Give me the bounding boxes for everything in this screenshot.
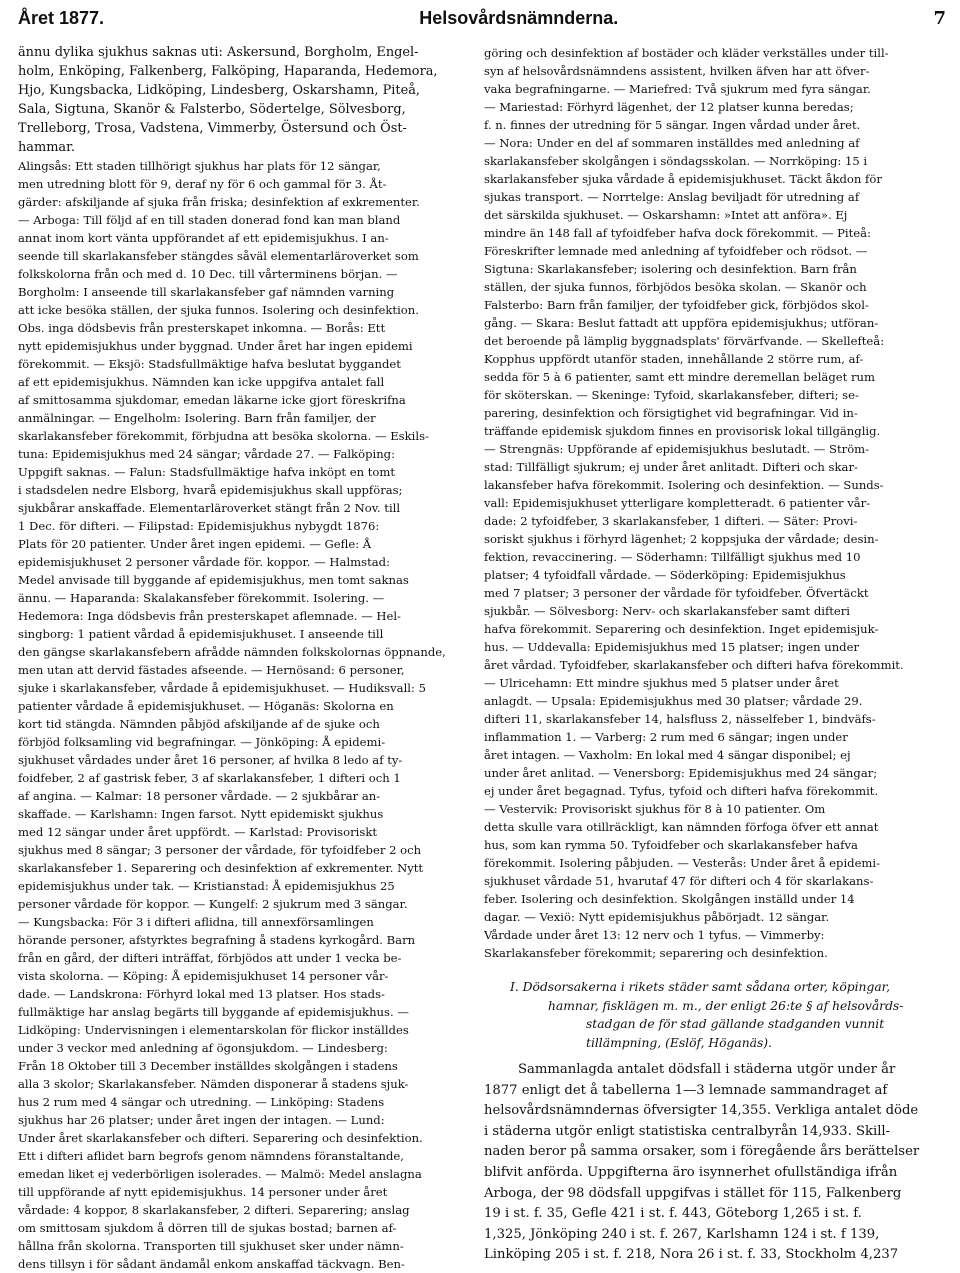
text-line: i städerna utgör enligt statistiska centralbyrån 14,933. Skill-	[484, 1123, 891, 1139]
text-line: dagar. — Vexiö: Nytt epidemisjukhus påbörjadt. 12 sängar.	[484, 910, 830, 924]
text-line: vall: Epidemisjukhuset ytterligare kompletteradt. 6 patienter vår-	[484, 496, 871, 510]
text-line: epidemisjukhuset 2 personer vårdade för. koppor. — Halmstad:	[18, 555, 391, 570]
text-line: ännu. — Haparanda: Skalakansfeber förekommit. Isolering. —	[18, 591, 385, 606]
left-body	[18, 157, 480, 1273]
text-line: sjukas transport. — Norrtelge: Anslag beviljadt för utredning af	[484, 190, 860, 204]
text-line: Lidköping: Undervisningen i elementarskolan för flickor inställdes	[18, 1023, 409, 1038]
text-line: epidemisjukhus under tak. — Kristianstad: Å epidemisjukhus 25	[18, 879, 395, 894]
text-line: — Strengnäs: Uppförande af epidemisjukhus beslutadt. — Ström-	[484, 442, 870, 456]
text-line: holm, Enköping, Falkenberg, Falköping, Haparanda, Hedemora,	[18, 63, 438, 79]
text-line: stad: Tillfälligt sjukrum; ej under året anlitadt. Difteri och skar-	[484, 460, 858, 474]
text-line: Sigtuna: Skarlakansfeber; isolering och desinfektion. Barn från	[484, 262, 857, 276]
text-line: fullmäktige har anslag begärts till byggande af epidemisjukhus. —	[18, 1005, 409, 1020]
text-line: med 7 platser; 3 personer der vårdade för tyfoidfeber. Öfvertäckt	[484, 586, 869, 600]
text-line: Under året skarlakansfeber och difteri. Separering och desinfektion.	[18, 1131, 423, 1146]
text-line: foidfeber, 2 af gastrisk feber, 3 af skarlakansfeber, 1 difteri och 1	[18, 771, 401, 786]
text-line: inflammation 1. — Varberg: 2 rum med 6 sängar; ingen under	[484, 730, 848, 744]
text-line: 1,325, Jönköping 240 i st. f. 267, Karlshamn 124 i st. f 139,	[484, 1226, 880, 1242]
text-line: — Kungsbacka: För 3 i difteri aflidna, till annexförsamlingen	[18, 915, 374, 930]
text-line: singborg: 1 patient vårdad å epidemisjukhuset. I anseende till	[18, 627, 384, 642]
text-line: Trelleborg, Trosa, Vadstena, Vimmerby, Östersund och Öst-	[18, 120, 407, 136]
text-line: — Mariestad: Förhyrd lägenhet, der 12 platser kunna beredas;	[484, 100, 854, 114]
text-line: sjukbårar anskaffade. Elementarläroverket stängt från 2 Nov. till	[18, 501, 401, 516]
section-heading	[484, 978, 946, 1052]
text-line: fektion, revaccinering. — Söderhamn: Tillfälligt sjukhus med 10	[484, 550, 861, 564]
text-line: förbjöd folksamling vid begrafningar. — Jönköping: Å epidemi-	[18, 735, 386, 750]
text-line: sjukhus med 8 sängar; 3 personer der vårdade, för tyfoidfeber 2 och	[18, 843, 422, 858]
text-line: Falsterbo: Barn från familjer, der tyfoidfeber gick, förbjödos skol-	[484, 298, 869, 312]
section-body	[484, 1060, 946, 1266]
text-line: feber. Isolering och desinfektion. Skolgången inställd under 14	[484, 892, 855, 906]
text-line: vaka begrafningarne. — Mariefred: Två sjukrum med fyra sängar.	[484, 82, 871, 96]
text-line: emedan liket ej vederbörligen isolerades. — Malmö: Medel anslagna	[18, 1167, 422, 1182]
text-line: i stadsdelen nedre Elsborg, hvarå epidemisjukhus skall uppföras;	[18, 483, 403, 498]
text-line: skarlakansfeber 1. Separering och desinfektion af exkrementer. Nytt	[18, 861, 424, 876]
text-line: hammar.	[18, 139, 75, 155]
text-line: Skarlakansfeber förekommit; separering och desinfektion.	[484, 946, 828, 960]
text-line: träffande epidemisk sjukdom finnes en provisorisk lokal tillgänglig.	[484, 424, 881, 438]
text-line: Hedemora: Inga dödsbevis från presterskapet aflemnade. — Hel-	[18, 609, 401, 624]
page-number: 7	[933, 8, 946, 29]
left-column	[18, 44, 480, 1273]
text-line: hus, som kan rymma 50. Tyfoidfeber och skarlakansfeber hafva	[484, 838, 858, 852]
text-line: det särskilda sjukhuset. — Oskarshamn: »Intet att anföra». Ej	[484, 208, 848, 222]
text-line: Från 18 Oktober till 3 December inställdes skolgången i stadens	[18, 1059, 398, 1074]
text-line: syn af helsovårdsnämndens assistent, hvilken äfven har att öfver-	[484, 64, 870, 78]
text-line: Vårdade under året 13: 12 nerv och 1 tyfus. — Vimmerby:	[484, 928, 825, 942]
text-line: Obs. inga dödsbevis från presterskapet inkomna. — Borås: Ett	[18, 321, 386, 336]
text-line: — Ulricehamn: Ett mindre sjukhus med 5 platser under året	[484, 676, 839, 690]
text-line: året intagen. — Vaxholm: En lokal med 4 sängar disponibel; ej	[484, 748, 851, 762]
text-line: Ett i difteri aflidet barn begrofs genom nämndens föranstaltande,	[18, 1149, 404, 1164]
text-line: men utredning blott för 9, deraf ny för 6 och gammal för 3. Åt-	[18, 177, 387, 192]
text-line: alla 3 skolor; Skarlakansfeber. Nämden disponerar å stadens sjuk-	[18, 1077, 409, 1092]
text-line: Borgholm: I anseende till skarlakansfeber gaf nämnden varning	[18, 285, 395, 300]
text-line: difteri 11, skarlakansfeber 14, halsfluss 2, nässelfeber 1, bindväfs-	[484, 712, 876, 726]
text-line: det beroende på lämplig byggnadsplats' förvärfvande. — Skellefteå:	[484, 334, 885, 348]
text-line: gärder: afskiljande af sjuka från friska; desinfektion af exkrementer.	[18, 195, 420, 210]
text-line: året vårdad. Tyfoidfeber, skarlakansfeber och difteri hafva förekommit.	[484, 658, 904, 672]
text-line: om smittosam sjukdom å dörren till de sjukas bostad; barnen af-	[18, 1221, 397, 1236]
text-line: — Arboga: Till följd af en till staden donerad fond kan man bland	[18, 213, 401, 228]
text-line: att icke besöka ställen, der sjuka funnos. Isolering och desinfektion.	[18, 303, 419, 318]
text-line: Hjo, Kungsbacka, Lidköping, Lindesberg, Oskarshamn, Piteå,	[18, 82, 421, 98]
text-line: Uppgift saknas. — Falun: Stadsfullmäktige hafva inköpt en tomt	[18, 465, 396, 480]
text-line: dade. — Landskrona: Förhyrd lokal med 13 platser. Hos stads-	[18, 987, 385, 1002]
heading-line: hamnar, fisklägen m. m., der enligt 26:te § af helsovårds-	[548, 998, 904, 1013]
text-line: till uppförande af nytt epidemisjukhus. 14 personer under året	[18, 1185, 388, 1200]
text-line: 1877 enligt det å tabellerna 1—3 lemnade sammandraget af	[484, 1082, 888, 1098]
text-line: blifvit anförda. Uppgifterna äro isynnerhet ofullständiga ifrån	[484, 1164, 898, 1180]
text-line: sjukhuset vårdades under året 16 personer, af hvilka 8 ledo af ty-	[18, 753, 403, 768]
header-year: Året 1877.	[18, 8, 105, 28]
right-body	[484, 44, 946, 962]
text-line: skaffade. — Karlshamn: Ingen farsot. Nytt epidemiskt sjukhus	[18, 807, 384, 822]
text-line: vista skolorna. — Köping: Å epidemisjukhuset 14 personer vår-	[18, 969, 389, 984]
text-line: sjukhus har 26 platser; under året ingen der intagen. — Lund:	[18, 1113, 385, 1128]
text-line: Föreskrifter lemnade med anledning af tyfoidfeber och rödsot. —	[484, 244, 868, 258]
text-line: den gängse skarlakansfebern afrådde nämnden folkskolornas öppnande,	[18, 645, 446, 660]
text-line: 19 i st. f. 35, Gefle 421 i st. f. 443, Göteborg 1,265 i st. f.	[484, 1206, 862, 1222]
text-line: folkskolorna från och med d. 10 Dec. till vårterminens början. —	[18, 267, 398, 282]
text-line: under året anlitad. — Venersborg: Epidemisjukhus med 24 sängar;	[484, 766, 878, 780]
section-i	[484, 978, 946, 1266]
text-line: Sala, Sigtuna, Skanör & Falsterbo, Södertelge, Sölvesborg,	[18, 101, 406, 117]
text-line: parering, desinfektion och försigtighet vid begrafningar. Vid in-	[484, 406, 858, 420]
text-line: skarlakansfeber sjuka vårdade å epidemisjukhuset. Täckt åkdon för	[484, 172, 882, 186]
text-line: lakansfeber hafva förekommit. Isolering och desinfektion. — Sunds-	[484, 478, 884, 492]
text-line: vårdade: 4 koppor, 8 skarlakansfeber, 2 difteri. Separering; anslag	[18, 1203, 410, 1218]
text-line: hållna från skolorna. Transporten till sjukhuset sker under nämn-	[18, 1239, 404, 1254]
text-line: dens tillsyn i för sådant ändamål enkom anskaffad täckvagn. Ben-	[18, 1257, 405, 1272]
text-line: platser; 4 tyfoidfall vårdade. — Söderköping: Epidemisjukhus	[484, 568, 846, 582]
text-line: sjukbår. — Sölvesborg: Nerv- och skarlakansfeber samt difteri	[484, 604, 851, 618]
text-line: under 3 veckor med anledning af ögonsjukdom. — Lindesberg:	[18, 1041, 388, 1056]
text-line: Medel anvisade till byggande af epidemisjukhus, men tomt saknas	[18, 573, 409, 588]
text-line: Alingsås: Ett staden tillhörigt sjukhus har plats för 12 sängar,	[18, 159, 381, 174]
text-line: anlagdt. — Upsala: Epidemisjukhus med 30 platser; vårdade 29.	[484, 694, 863, 708]
text-line: nytt epidemisjukhus under byggnad. Under året har ingen epidemi	[18, 339, 413, 354]
left-intro	[18, 44, 480, 157]
text-line: helsovårdsnämndernas öfversigter 14,355. Verkliga antalet döde	[484, 1103, 919, 1119]
text-line: göring och desinfektion af bostäder och kläder verkställes under till-	[484, 46, 889, 60]
heading-line: tillämpning, (Eslöf, Höganäs).	[586, 1035, 773, 1050]
text-line: Arboga, der 98 dödsfall uppgifvas i stället för 115, Falkenberg	[484, 1185, 902, 1201]
heading-line: I. Dödsorsakerna i rikets städer samt sådana orter, köpingar,	[510, 980, 891, 994]
text-line: f. n. finnes der utredning för 5 sängar. Ingen vårdad under året.	[484, 118, 861, 132]
text-line: men utan att dervid fästades afseende. — Hernösand: 6 personer,	[18, 663, 405, 678]
text-line: af smittosamma sjukdomar, emedan läkarne icke gjort föreskrifna	[18, 393, 406, 408]
text-line: sedda för 5 à 6 patienter, samt ett mindre deremellan beläget rum	[484, 370, 875, 384]
text-line: gång. — Skara: Beslut fattadt att uppföra epidemisjukhus; utföran-	[484, 316, 879, 330]
text-line: ej under året begagnad. Tyfus, tyfoid och difteri hafva förekommit.	[484, 784, 879, 798]
text-line: hus. — Uddevalla: Epidemisjukhus med 15 platser; ingen under	[484, 640, 859, 654]
text-line: hus 2 rum med 4 sängar och utredning. — Linköping: Stadens	[18, 1095, 385, 1110]
text-line: ännu dylika sjukhus saknas uti: Askersund, Borgholm, Engel-	[18, 45, 419, 60]
text-line: mindre än 148 fall af tyfoidfeber hafva dock förekommit. — Piteå:	[484, 226, 871, 240]
text-line: kort tid stängda. Nämnden påbjöd afskiljande af de sjuke och	[18, 717, 380, 732]
text-line: Linköping 205 i st. f. 218, Nora 26 i st. f. 33, Stockholm 4,237	[484, 1247, 899, 1263]
text-line: med 12 sängar under året uppfördt. — Karlstad: Provisoriskt	[18, 825, 377, 840]
text-line: förekommit. Isolering påbjuden. — Vesterås: Under året å epidemi-	[484, 856, 881, 870]
text-line: skarlakansfeber skolgången i söndagsskolan. — Norrköping: 15 i	[484, 154, 868, 168]
text-line: Sammanlagda antalet dödsfall i städerna utgör under år	[518, 1062, 896, 1077]
text-line: ställen, der sjuka funnos, förbjödos besöka skolan. — Skanör och	[484, 280, 867, 294]
text-line: förekommit. — Eksjö: Stadsfullmäktige hafva beslutat byggandet	[18, 357, 401, 372]
text-columns	[18, 44, 946, 1273]
header-title: Helsovårdsnämnderna.	[419, 8, 619, 28]
right-column	[484, 44, 946, 1273]
heading-line: stadgan de för stad gällande stadganden vunnit	[586, 1017, 885, 1031]
text-line: — Nora: Under en del af sommaren inställdes med anledning af	[484, 136, 860, 150]
text-line: naden beror på samma orsaker, som i föregående års berättelser	[484, 1144, 920, 1160]
text-line: patienter vårdade å epidemisjukhuset. — Höganäs: Skolorna en	[18, 699, 394, 714]
text-line: Plats för 20 patienter. Under året ingen epidemi. — Gefle: Å	[18, 537, 372, 552]
text-line: af angina. — Kalmar: 18 personer vårdade. — 2 sjukbårar an-	[18, 789, 381, 804]
text-line: hörande personer, afstyrktes begrafning å stadens kyrkogård. Barn	[18, 933, 416, 948]
text-line: soriskt sjukhus i förhyrd lägenhet; 2 koppsjuka der vårdade; desin-	[484, 532, 879, 546]
text-line: personer vårdade för koppor. — Kungelf: 2 sjukrum med 3 sängar.	[18, 897, 408, 912]
text-line: sjuke i skarlakansfeber, vårdade å epidemisjukhuset. — Hudiksvall: 5	[18, 681, 426, 696]
text-line: tuna: Epidemisjukhus med 24 sängar; vårdade 27. — Falköping:	[18, 447, 395, 462]
text-line: för sköterskan. — Skeninge: Tyfoid, skarlakansfeber, difteri; se-	[484, 388, 859, 402]
text-line: annat inom kort vänta uppförandet af ett epidemisjukhus. I an-	[18, 231, 389, 246]
text-line: dade: 2 tyfoidfeber, 3 skarlakansfeber, 1 difteri. — Säter: Provi-	[484, 514, 858, 528]
text-line: Kopphus uppfördt utanför staden, innehållande 2 större rum, af-	[484, 352, 864, 366]
text-line: 1 Dec. för difteri. — Filipstad: Epidemisjukhus nybygdt 1876:	[18, 519, 380, 534]
text-line: af ett epidemisjukhus. Nämnden kan icke uppgifva antalet fall	[18, 375, 385, 390]
text-line: — Vestervik: Provisoriskt sjukhus för 8 à 10 patienter. Om	[484, 802, 826, 816]
text-line: sjukhuset vårdade 51, hvarutaf 47 för difteri och 4 för skarlakans-	[484, 874, 874, 888]
page-header	[18, 8, 946, 36]
text-line: anmälningar. — Engelholm: Isolering. Barn från familjer, der	[18, 411, 376, 426]
text-line: skarlakansfeber förekommit, förbjudna att besöka skolorna. — Eskils-	[18, 429, 429, 444]
text-line: hafva förekommit. Separering och desinfektion. Inget epidemisjuk-	[484, 622, 879, 636]
text-line: från en gård, der difteri inträffat, förbjödos att under 1 vecka be-	[18, 951, 402, 966]
text-line: detta skulle vara otillräckligt, kan nämnden förfoga öfver ett annat	[484, 820, 879, 834]
text-line: seende till skarlakansfeber stängdes såväl elementarläroverket som	[18, 249, 419, 264]
